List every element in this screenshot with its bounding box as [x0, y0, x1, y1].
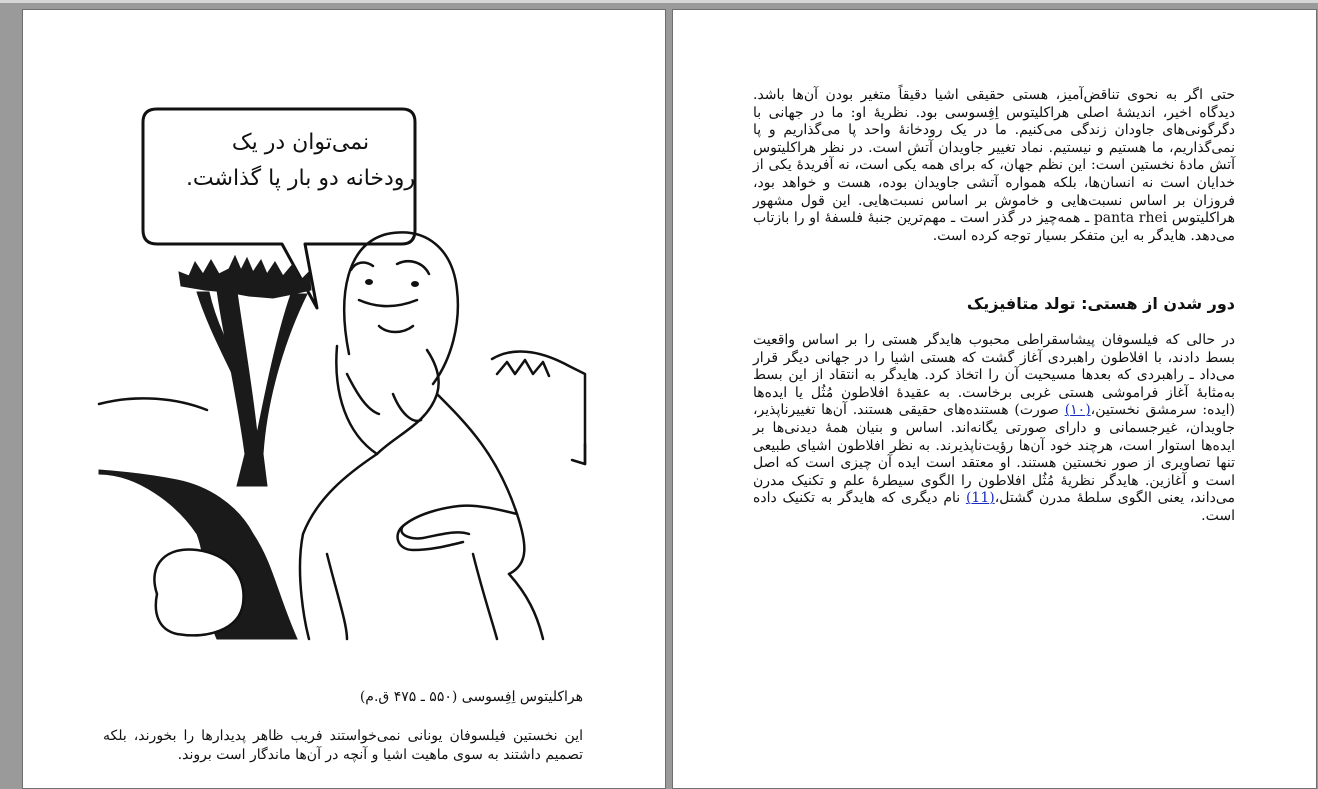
left-page-paragraph: این نخستین فیلسوفان یونانی نمی‌خواستند فریب ظاهر پدیدارها را بخورند، بلکه تصمیم داشتند به سوی ماهیت اشیا و آنچه در آن‌ها ماندگار است بروند. — [103, 728, 583, 763]
footnote-link-11[interactable]: (11) — [965, 490, 995, 507]
right-page-text — [753, 87, 1235, 245]
illustration-caption: هراکلیتوس اِفِسوسی (۵۵۰ ـ ۴۷۵ ق.م) — [359, 689, 583, 705]
paragraph-plato-text-3: نام دیگری که هایدگر به تکنیک داده است. — [753, 490, 1235, 524]
section-heading: دور شدن از هستی: تولد متافیزیک — [966, 294, 1235, 313]
speech-bubble-line-2: رودخانه دو بار پا گذاشت. — [185, 166, 416, 191]
paragraph-plato-text-2: صورت) هستنده‌های حقیقی هستند. آن‌ها تغییرناپذیر، جاویدان، غیرجسمانی و دارای صورتی یگانه‌اند. اساس و بنیان همهٔ دیدنی‌ها بر ایده‌ها استوار است، هرچند خود آن‌ها رؤیت‌ناپذیرند. به نظر افلاطون اشیای طبیعی تنها تصاویری از صور نخستین هستند. او معتقد است ایده آن چیزی است که اصل است و آغازین. هایدگر نظریهٔ مُثُل افلاطون را الگوی سیطرهٔ علم و تکنیک مدرن می‌داند، یعنی الگوی سلطهٔ مدرن گشتل، — [753, 402, 1235, 507]
paragraph-heraclitus: حتی اگر به نحوی تناقض‌آمیز، هستی حقیقی اشیا دقیقاً متغیر بودن آن‌ها باشد. دیدگاه اخیر، اندیشهٔ اصلی هراکلیتوس اِفِسوسی بود. نظریهٔ او: ما در جهانی با دگرگونی‌های جاودان زندگی می‌کنیم. ما در یک رودخانهٔ واحد پا می‌گذاریم و پا نمی‌گذاریم، ما هستیم و نیستیم. نماد تغییر جاویدان آتش است. در نظر هراکلیتوس آتش مادهٔ نخستین است: این نظم جهان، که برای همه یکی است، نه آفریدهٔ یکی از خدایان است نه انسان‌ها، بلکه همواره آتشی جاویدان بوده، هست و خواهد بود، فروزان بر اساس نسبت‌هایی و خاموش بر اساس نسبت‌هایی. این قول مشهور هراکلیتوس panta rhei ـ همه‌چیز در گذر است ـ مهم‌ترین جنبهٔ فلسفهٔ او را بازتاب می‌دهد. هایدگر به این متفکر بسیار توجه کرده است. — [753, 87, 1235, 244]
viewer-top-strip — [0, 0, 1318, 3]
section-heading-wrap — [753, 294, 1235, 313]
paragraph-plato-text-1: در حالی که فیلسوفان پیشاسقراطی محبوب هایدگر هستی را بر اساس واقعیت بسط دادند، با افلاطون راهبردی آغاز گشت که هستی اشیا را در جهانی دیگر قرار می‌داد ـ راهبردی که بعدها مسیحیت آن را اتخاذ کرد. هایدگر به انتقاد از این بسط به‌مثابهٔ آغاز فراموشی هستی غربی برخاست. به عقیدهٔ افلاطون مُثُل یا ایده‌ها (ایده: سرمشق نخستین، — [753, 332, 1235, 419]
paragraph-plato-wrap — [753, 332, 1235, 526]
book-page-right — [672, 9, 1317, 789]
footnote-link-10[interactable]: (۱۰) — [1064, 402, 1091, 419]
paragraph-plato — [753, 332, 1235, 526]
book-page-left — [22, 9, 666, 789]
speech-bubble-line-1: نمی‌توان در یک — [231, 130, 370, 155]
speech-bubble-text — [173, 125, 428, 197]
